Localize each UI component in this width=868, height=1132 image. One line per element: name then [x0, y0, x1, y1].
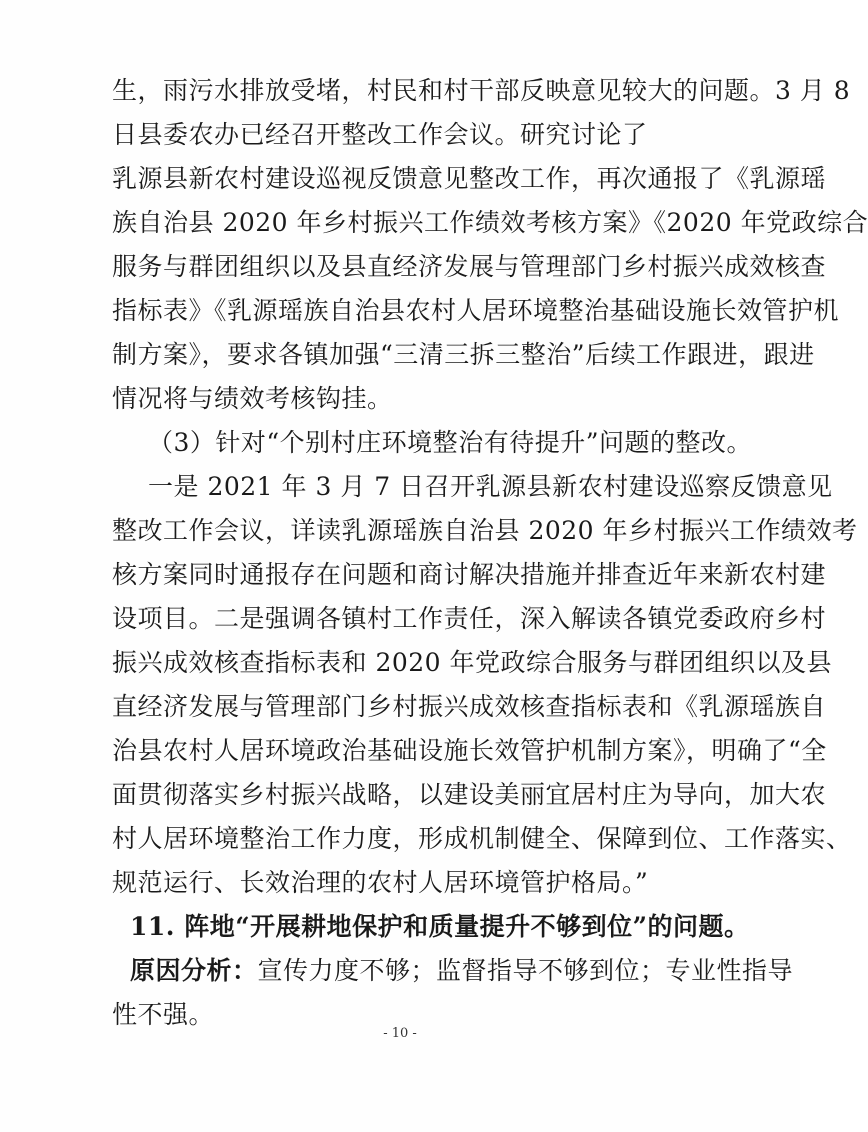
text-line: 直经济发展与管理部门乡村振兴成效核查指标表和《乳源瑶族自: [112, 692, 827, 721]
cause-text: 宣传力度不够；监督指导不够到位；专业性指导: [257, 956, 794, 985]
text-line: 制方案》，要求各镇加强“三清三拆三整治”后续工作跟进，跟进: [112, 340, 815, 369]
text-line: 规范运行、长效治理的农村人居环境管护格局。”: [112, 868, 649, 897]
text-line: 性不强。: [112, 1000, 215, 1029]
text-line: 振兴成效核查指标表和 2020 年党政综合服务与群团组织以及县: [112, 648, 833, 677]
section-heading-3: （3）针对“个别村庄环境整治有待提升”问题的整改。: [148, 428, 752, 457]
section-heading-11: 11. 阵地“开展耕地保护和质量提升不够到位”的问题。: [130, 912, 750, 941]
text-line: 一是 2021 年 3 月 7 日召开乳源县新农村建设巡察反馈意见: [148, 472, 833, 501]
page-number: - 10 -: [383, 1026, 417, 1041]
text-line: 指标表》《乳源瑶族自治县农村人居环境整治基础设施长效管护机: [112, 296, 840, 325]
text-line: 服务与群团组织以及县直经济发展与管理部门乡村振兴成效核查: [112, 252, 827, 281]
text-line: 族自治县 2020 年乡村振兴工作绩效考核方案》《2020 年党政综合: [112, 208, 868, 237]
text-line: 面贯彻落实乡村振兴战略，以建设美丽宜居村庄为导向，加大农: [112, 780, 827, 809]
text-line: 村人居环境整治工作力度，形成机制健全、保障到位、工作落实、: [112, 824, 852, 853]
cause-label: 原因分析：: [130, 956, 258, 985]
cause-analysis: [130, 954, 794, 988]
text-line: 生，雨污水排放受堵，村民和村干部反映意见较大的问题。3 月 8: [112, 76, 851, 105]
text-line: 核方案同时通报存在问题和商讨解决措施并排查近年来新农村建: [112, 560, 827, 589]
text-line: 情况将与绩效考核钩挂。: [112, 384, 393, 413]
text-line: 设项目。二是强调各镇村工作责任，深入解读各镇党委政府乡村: [112, 604, 827, 633]
text-line: 治县农村人居环境政治基础设施长效管护机制方案》，明确了“全: [112, 736, 827, 765]
text-line: 乳源县新农村建设巡视反馈意见整改工作，再次通报了《乳源瑶: [112, 164, 827, 193]
text-line: 整改工作会议，详读乳源瑶族自治县 2020 年乡村振兴工作绩效考: [112, 516, 858, 545]
text-line: 日县委农办已经召开整改工作会议。研究讨论了: [112, 120, 648, 149]
